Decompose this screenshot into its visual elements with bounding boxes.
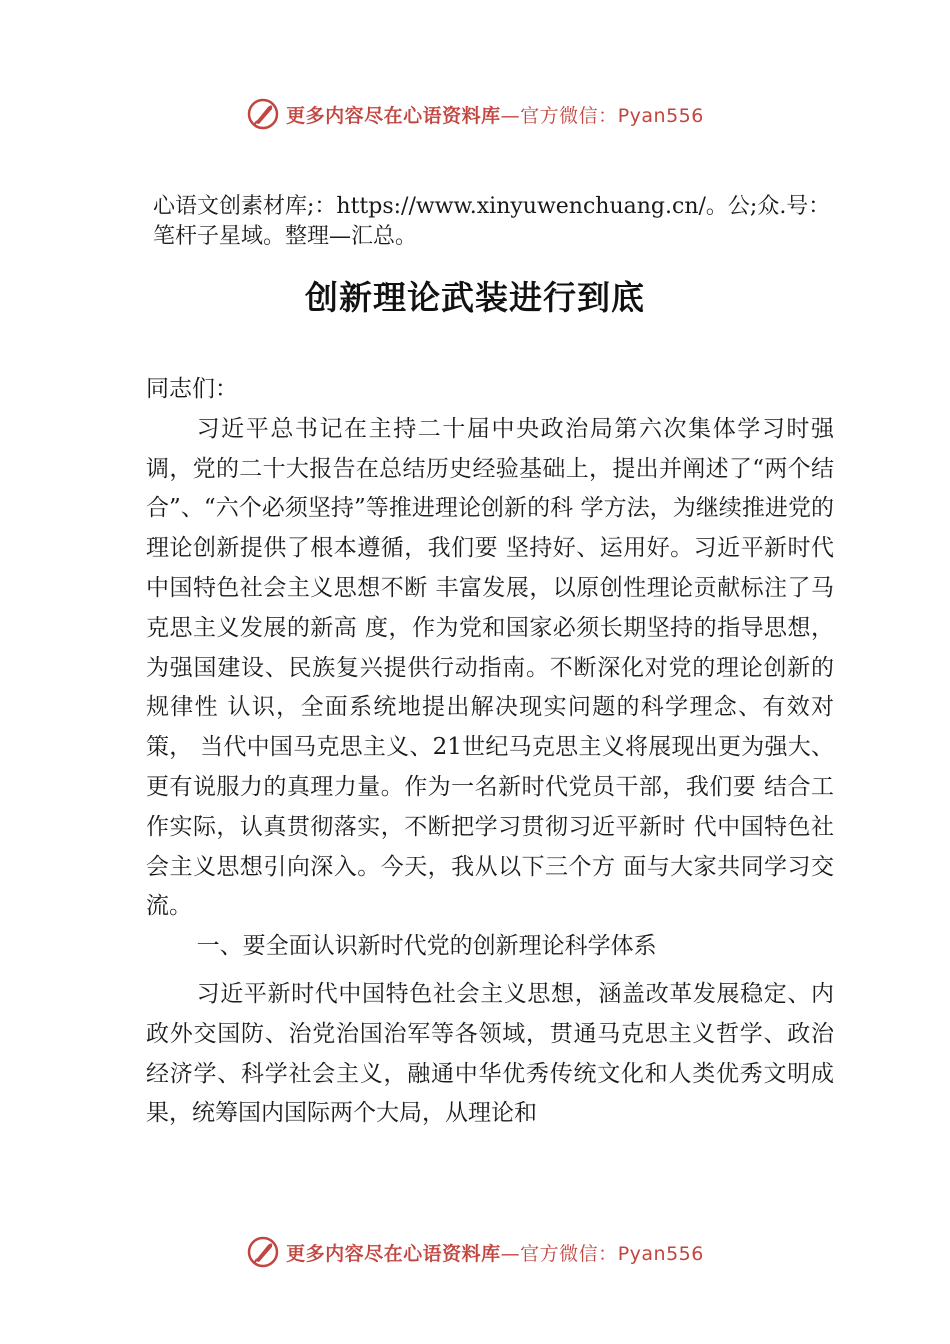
banner-text (286, 1239, 704, 1266)
banner-prefix: 更多内容尽在心语资料库 (286, 104, 501, 127)
salutation: 同志们： (146, 376, 238, 402)
paragraph-2: 习近平新时代中国特色社会主义思想，涵盖改革发展稳定、内政外交国防、治党治国治军等各领域，贯通马克思主义哲学、政治经济学、科学社会主义，融通中华优秀传统文化和人类优秀文明成果，统筹国内国际两个大局，从理论和 (146, 980, 834, 1127)
source-note: 心语文创素材库;：https://www.xinyuwenchuang.cn/。公;众.号：笔杆子星域。整理—汇总。 (153, 194, 831, 249)
banner-id: Pyan556 (617, 1242, 704, 1265)
quill-pen-icon (246, 1235, 280, 1269)
footer-banner (0, 1232, 950, 1272)
section-heading-1: 一、要全面认识新时代党的创新理论科学体系 (196, 933, 657, 960)
banner-dash: — (500, 104, 521, 127)
document-body (146, 370, 834, 1134)
page-title: 创新理论武装进行到底 (305, 278, 645, 317)
banner-dash: — (500, 1242, 521, 1265)
banner-prefix: 更多内容尽在心语资料库 (286, 1242, 501, 1265)
banner-official: 官方微信： (520, 104, 618, 127)
banner-id: Pyan556 (617, 104, 704, 127)
banner-official: 官方微信： (520, 1242, 618, 1265)
header-banner (0, 94, 950, 134)
banner-text (286, 101, 704, 128)
paragraph-1: 习近平总书记在主持二十届中央政治局第六次集体学习时强调，党的二十大报告在总结历史经验基础上，提出并阐述了“两个结合”、“六个必须坚持”等推进理论创新的科 学方法，为继续推进党的理论创新提供了根本遵循，我们要 坚持好、运用好。习近平新时代中国特色社会主义思想不断 丰富发展，以原创性理论贡献标注了马克思主义发展的新高 度，作为党和国家必须长期坚持的指导思想，为强国建设、民族复兴提供行动指南。不断深化对党的理论创新的规律性 认识，全面系统地提出解决现实问题的科学理念、有效对策， 当代中国马克思主义、21世纪马克思主义将展现出更为强大、更有说服力的真理力量。作为一名新时代党员干部，我们要 结合工作实际，认真贯彻落实，不断把学习贯彻习近平新时 代中国特色社会主义思想引向深入。今天，我从以下三个方 面与大家共同学习交流。 (146, 415, 834, 920)
quill-pen-icon (246, 97, 280, 131)
